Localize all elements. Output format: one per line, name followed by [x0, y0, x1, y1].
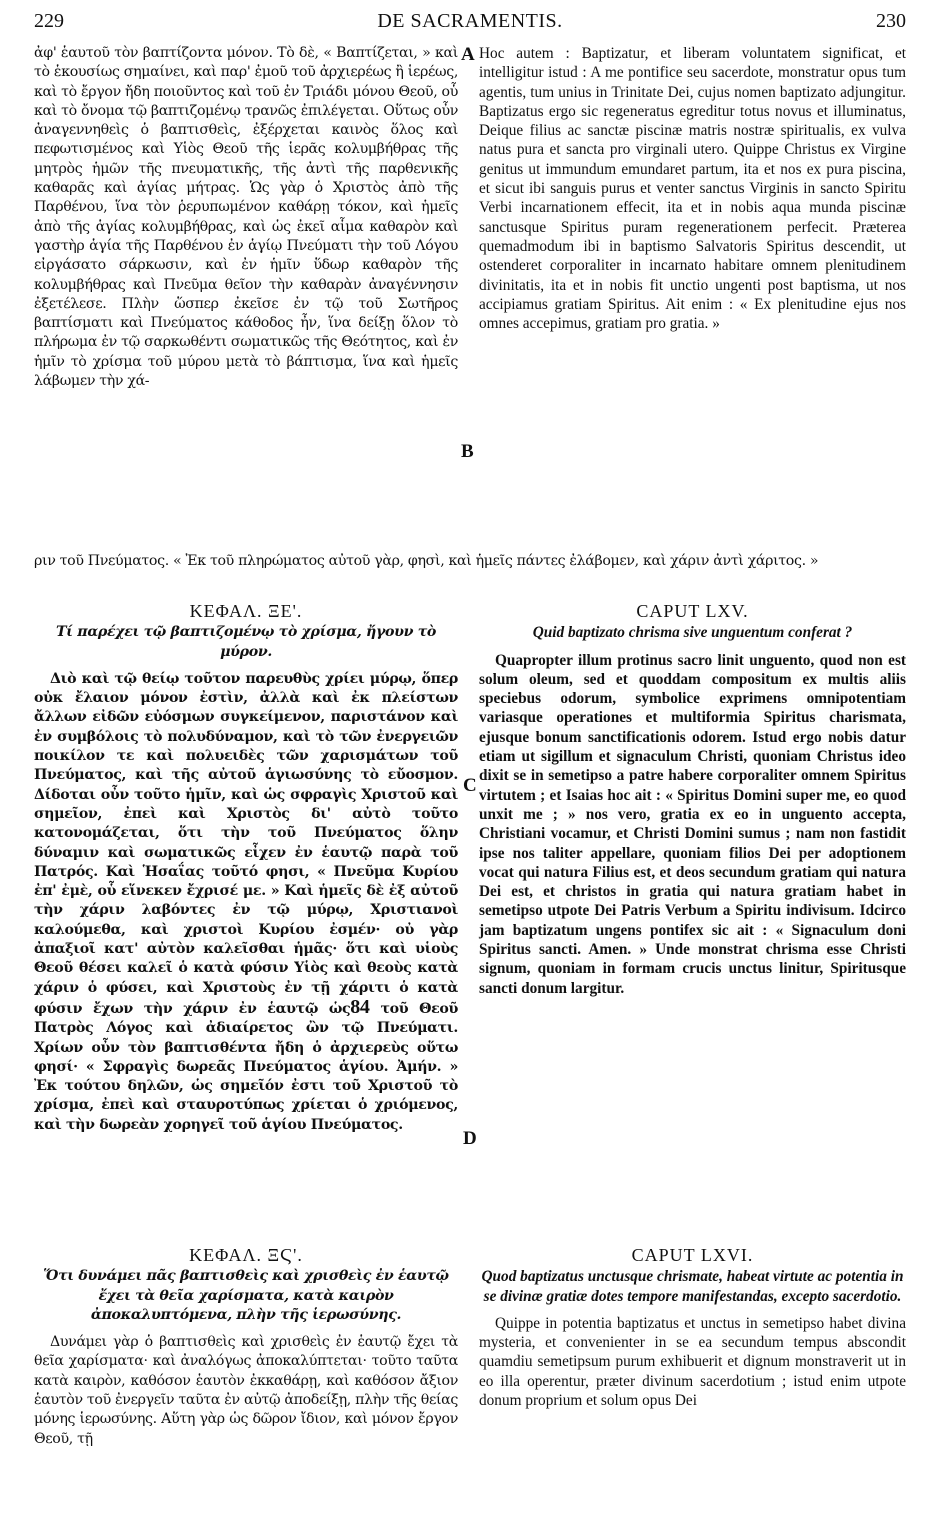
page-number-right: 230 — [876, 10, 906, 32]
greek-chapter-subtitle-65: Τί παρέχει τῷ βαπτιζομένῳ τὸ χρίσμα, ἤγουν τὸ μύρον. — [55, 624, 437, 660]
margin-marker-d: D — [463, 1128, 477, 1149]
running-title: DE SACRAMENTIS. — [377, 10, 563, 32]
greek-column-3 — [34, 1246, 458, 1449]
greek-spanning-lines — [34, 552, 906, 571]
latin-chapter-heading-65: CAPUT LXV. — [636, 601, 749, 621]
margin-marker-a: A — [461, 44, 475, 65]
greek-spanning-text: ριν τοῦ Πνεύματος. « Ἐκ τοῦ πληρώματος αὐτοῦ γὰρ, φησὶ, καὶ ἡμεῖς πάντες ἐλάβομεν, καὶ χάριν ἀντὶ χάριτος. » — [34, 553, 819, 569]
greek-chapter-heading-65: ΚΕΦΑΛ. ΞΕ'. — [189, 601, 303, 621]
greek-column-1 — [34, 44, 458, 391]
margin-marker-c: C — [463, 775, 477, 796]
page-number-left: 229 — [34, 10, 64, 32]
latin-column-2 — [479, 602, 906, 998]
greek-chapter-subtitle-66: Ὅτι δυνάμει πᾶς βαπτισθεὶς καὶ χρισθεὶς ἐν ἑαυτῷ ἔχει τὰ θεῖα χαρίσματα, κατὰ καιρὸν ἀποκαλυπτόμενα, πλὴν τῆς ἱερωσύνης. — [43, 1268, 449, 1323]
margin-marker-b: B — [461, 441, 474, 462]
page-reference-number: 84 — [350, 995, 370, 1018]
latin-chapter-heading-66: CAPUT LXVI. — [631, 1245, 754, 1265]
running-header — [34, 6, 906, 40]
greek-chapter-heading-66: ΚΕΦΑΛ. ΞϚ'. — [189, 1245, 303, 1265]
latin-chapter-subtitle-66: Quod baptizatus unctusque chrismate, habeat virtute ac potentia in se divinæ gratiæ dotes tempore manifestandas, excepto sacerdotio. — [481, 1268, 904, 1305]
latin-column-3 — [479, 1246, 906, 1410]
latin-chapter-subtitle-65: Quid baptizato chrisma sive unguentum conferat ? — [532, 624, 853, 642]
greek-chapter-text-66: Δυνάμει γὰρ ὁ βαπτισθεὶς καὶ χρισθεὶς ἐν ἑαυτῷ ἔχει τὰ θεῖα χαρίσματα· καὶ ἀναλόγως ἀποκαλύπτεται· τοῦτο ταῦτα κατὰ καιρὸν, καθόσον ἑαυτὸν ἐκκαθάρῃ, καὶ καθόσον ἄξιον ἑαυτὸν τοῦ ἐνεργεῖν ταῦτα ἐν αὐτῷ ἀποδείξῃ, πλὴν τῆς θείας μόνης ἱερωσύνης. Αὕτη γὰρ ὡς δῶρον ἴδιον, καὶ μόνον ἔργον Θεοῦ, τῇ — [34, 1334, 458, 1447]
latin-chapter-text-66: Quippe in potentia baptizatus et unctus in semetipso habet divina mysteria, et convenienter in se ea secundum tempus abscondit quamdiu semetipsum purum exhibuerit et dignum monstraverit ut in eo illa operentur, præter divinum sacerdotium ; istud enim utpote donum proprium et solum opus Dei — [479, 1314, 906, 1410]
latin-paragraph: Hoc autem : Baptizatur, et liberam voluntatem significat, et intelligitur istud : A me pontifice seu sacerdote, monstratur opus tum agentis, tum unius in Trinitate Dei, cujus nomen baptizato adjungitur. Baptizatus ergo sic regeneratus egreditur totus novus et illuminatus, Deique filius ac sanctæ piscinæ matris nostræ spiritualis, ex vulva natus pura et sancta pro virginali utero. Quippe Christus ex Virgine genitus ut immundum emundaret partum, ita et nos ex pura piscina, et sicut ibi sanguis purus et venter sanctus Virginis in sancto Spiritu Verbi incarnationem effecit, ita et in nobis aqua munda piscinæ sanctusque Spiritus puram regenerationem perfecit. Præterea quemadmodum ibi in baptismo Salvatoris Spiritus descendit, ut ostenderet corporaliter in incarnato habitare omnem plenitudinem divinitatis, ita et in nobis fit unctio ungenti post baptisma, ut nos accipiamus gratiam Spiritus. Ait enim : « Ex plenitudine ejus nos omnes accepimus, gratiam pro gratia. » — [479, 45, 906, 333]
latin-chapter-text-65: Quapropter illum protinus sacro linit unguento, quod non est solum oleum, sed et quoddam compositum ex multis aliis speciebus odorum, symbolice exprimens omnipotentiam variasque operationes et multiformia Spiritus charismata, ejusque bonum sanctificationis odorem. Istud ergo nobis datur etiam ut sigillum et signaculum Christi, quoniam Christus ideo dixit se in semetipso a patre habere corporaliter omnem Spiritus virtutem ; et Isaias hoc ait : « Spiritus Domini super me, eo quod unxit me ; » nos vero, gratia ex eo in unguento accepta, Christiani vocamur, et Christi Domini sumus ; nam non fastidit ipse nos taliter appellare, quoniam filios Dei per adoptionem vocat qui natura Filius est, et deos secundum gratiam qui natura Dei est, et christos in gratia qui natura gratiam habet in semetipso utpote Dei Patris Verbum a Spiritu indivisum. Idcirco jam baptizatum ungens pontifex sic ait : « Signaculum doni Spiritus sancti. Amen. » Unde monstrat chrisma esse Christi signum, quoniam in formam crucis unctus linitur, Spiritusque sancti donum largitur. — [479, 651, 906, 997]
greek-column-2 — [34, 602, 458, 1135]
latin-column-1 — [479, 44, 906, 333]
greek-paragraph: ἀφ' ἑαυτοῦ τὸν βαπτίζοντα μόνον. Τὸ δὲ, « Βαπτίζεται, » καὶ τὸ ἑκουσίως σημαίνει, καὶ παρ' ἐμοῦ τοῦ ἀρχιερέως ἢ ἱερέως, καὶ τὸ ἔργον ἤδη ποιοῦντος καὶ τοῦ ἐν Τριάδι μόνου Θεοῦ, οὗ καὶ τὸ ὄνομα τῷ βαπτιζομένῳ τρανῶς ἐπιλέγεται. Οὕτως οὖν ἀναγεννηθεὶς ὁ βαπτισθεὶς, ἐξέρχεται καινὸς ὅλος καὶ πεφωτισμένος καὶ Υἱὸς Θεοῦ τῆς ἱερᾶς κολυμβήθρας τῆς μητρὸς ἡμῶν τῆς πνευματικῆς, τῆς ἀντὶ τῆς παρθενικῆς καθαρᾶς καὶ ἁγίας μήτρας. Ὡς γὰρ ὁ Χριστὸς ἀπὸ τῆς Παρθένου, ἵνα τὸν ῥερυπωμένον καθάρῃ τόκον, καὶ ἡμεῖς ἀπὸ τῆς ἁγίας κολυμβήθρας, καὶ ὡς ἐκεῖ αἷμα καθαρὸν καὶ γαστὴρ ἁγία τῆς Παρθένου ἐν ἁγίῳ Πνεύματι τὴν τοῦ Λόγου εἰργάσατο σάρκωσιν, καὶ ἐν ἡμῖν ὕδωρ καθαρὸν τῆς κολυμβήθρας καὶ Πνεῦμα θεῖον τὴν καθαρὰν ἀναγέννησιν ἐξετέλεσε. Πλὴν ὥσπερ ἐκεῖσε ἐν τῷ τοῦ Σωτῆρος βαπτίσματι καὶ Πνεύματος κάθοδος ἦν, ἵνα δείξῃ ὅλον τὸ πλήρωμα ἐν τῷ σαρκωθέντι σωματικῶς τῆς Θεότητος, καὶ ἐν ἡμῖν τὸ χρίσμα τοῦ μύρου μετὰ τὸ βάπτισμα, ἵνα καὶ ἡμεῖς λάβωμεν τὴν χά- — [34, 45, 458, 390]
greek-chapter-text-65 — [34, 670, 458, 1135]
greek-text-part-b: τοῦ Θεοῦ Πατρὸς Λόγος καὶ ἀδιαίρετος ὢν τῷ Πνεύματι. Χρίων οὖν τὸν βαπτισθέντα ἤδη ὁ ἀρχιερεὺς οὕτω φησί· « Σφραγὶς δωρεᾶς Πνεύματος ἁγίου. Ἀμήν. » Ἐκ τούτου δηλῶν, ὡς σημεῖόν ἐστι τοῦ Χριστοῦ τὸ χρίσμα, ἐπεὶ καὶ σταυροτύπως χρίεται ὁ χριόμενος, καὶ τὴν δωρεὰν χορηγεῖ τοῦ ἁγίου Πνεύματος. — [34, 1000, 458, 1133]
greek-text-part-a: Διὸ καὶ τῷ θείῳ τοῦτον παρευθὺς χρίει μύρῳ, ὅπερ οὐκ ἔλαιον μόνον ἐστὶν, ἀλλὰ καὶ ἐκ πλείστων ἄλλων εἰδῶν εὐόσμων συγκείμενον, παριστάνον καὶ ἐν συμβόλοις τὸ πολυδύναμον, καὶ τὸ τῶν ἐνεργειῶν ποικίλον τε καὶ πολυειδὲς τῶν χαρισμάτων τοῦ Πνεύματος, καὶ τῆς αὐτοῦ ἁγιωσύνης τὸ εὔοσμον. Δίδοται οὖν τοῦτο ἡμῖν, καὶ ὡς σφραγὶς Χριστοῦ καὶ σημεῖον, ἐπεὶ καὶ Χριστὸς δι' αὐτὸ τοῦτο κατονομάζεται, ὅτι τὴν τοῦ Πνεύματος ὅλην δύναμιν καὶ σωματικῶς εἶχεν ἐν ἑαυτῷ παρὰ τοῦ Πατρός. Καὶ Ἡσαΐας τοῦτό φησι, « Πνεῦμα Κυρίου ἐπ' ἐμὲ, οὗ εἵνεκεν ἔχρισέ με. » Καὶ ἡμεῖς δὲ ἐξ αὐτοῦ τὴν χάριν λαβόντες ἐν τῷ μύρῳ, Χριστιανοὶ καλούμεθα, καὶ χριστοὶ Κυρίου ἐσμέν· οὐ γὰρ ἀπαξιοῖ κατ' αὐτὸν καλεῖσθαι ἡμᾶς· ὅτι καὶ υἱοὺς Θεοῦ θέσει καλεῖ ὁ κατὰ φύσιν Υἱὸς καὶ θεοὺς κατὰ χάριν ὁ φύσει, καὶ Χριστοὺς ἐν τῇ χάριτι ὁ κατὰ φύσιν ἔχων τὴν χάριν ἐν ἑαυτῷ ὡς — [34, 670, 458, 1017]
